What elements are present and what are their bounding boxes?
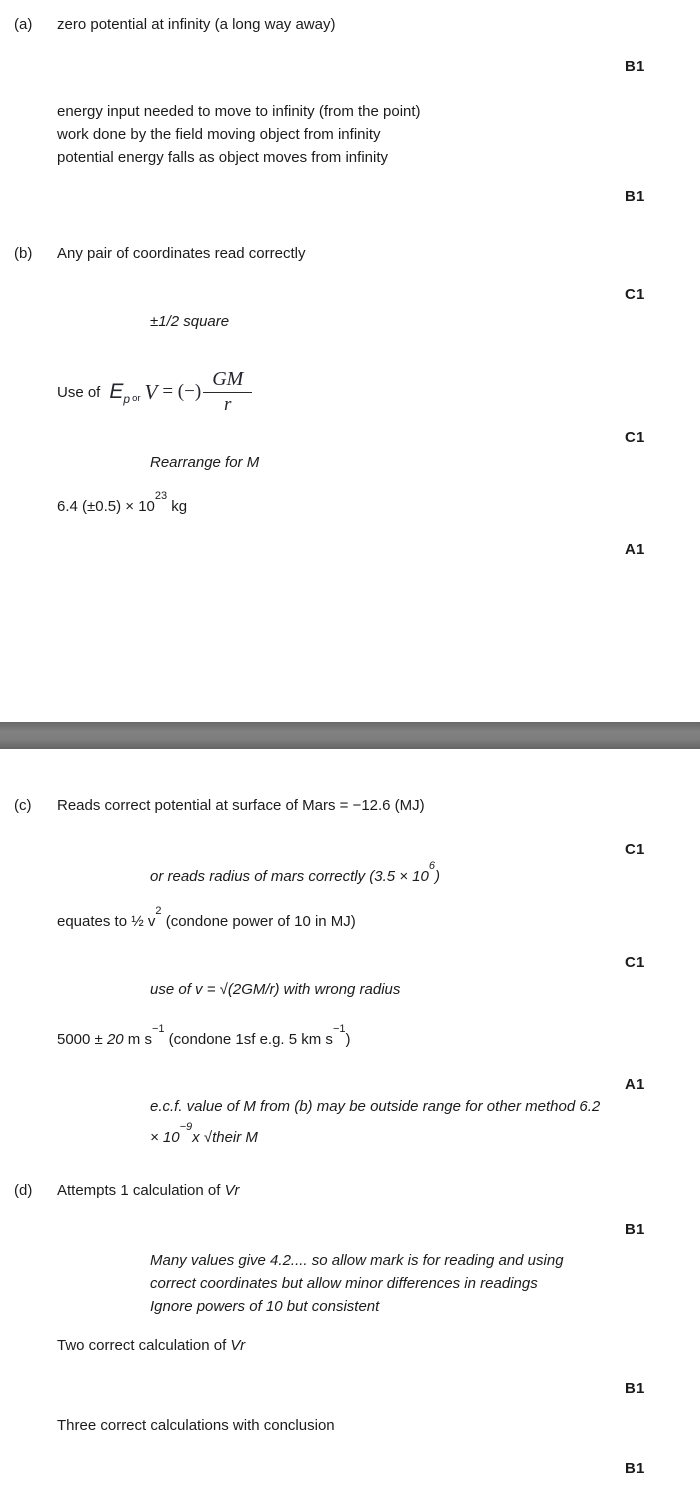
part-b-answer-2 [57,490,188,515]
part-c-mark-3: A1 [625,1076,645,1093]
part-a-alternative-line: energy input needed to move to infinity (from the point) [57,103,421,120]
note-radius-text: or reads radius of mars correctly (3.5 × 10 [150,868,429,885]
part-b-mark-2: C1 [625,429,645,446]
many-values-note-line: Ignore powers of 10 but consistent [150,1298,380,1315]
part-a-answer-1: zero potential at infinity (a long way away) [57,16,336,33]
formula-or-text: or [132,392,141,404]
symbol-E: E [109,380,124,403]
mass-value: 6.4 (±0.5) × 10 [57,498,155,515]
part-c-answer-1: Reads correct potential at surface of Mars = −12.6 (MJ) [57,797,425,814]
mass-exponent: 23 [154,490,168,502]
part-a-alternative-line: work done by the field moving object from infinity [57,126,381,143]
speed-unit-exponent: −1 [151,1023,165,1035]
part-c-mark-2: C1 [625,954,645,971]
equates-condone-text: (condone power of 10 in MJ) [161,913,356,930]
part-a-mark-2: B1 [625,188,645,205]
ecf-rest: x √their M [192,1129,258,1146]
fraction-numerator: GM [203,368,252,393]
v-squared-exponent: 2 [155,905,162,917]
part-b-answer-1: Any pair of coordinates read correctly [57,245,306,262]
part-b-examiner-note-1: ±1/2 square [150,313,230,330]
ecf-note-line-2 [150,1120,600,1151]
formula-equals: = (−) [162,381,202,402]
ecf-exponent: −9 [179,1121,193,1133]
fraction-denominator: r [224,394,232,415]
many-values-note-line: correct coordinates but allow minor differences in readings [150,1275,538,1292]
part-c-examiner-note-3 [150,1094,600,1151]
two-correct-text: Two correct calculation of [57,1337,231,1354]
part-a-mark-1: B1 [625,58,645,75]
part-c-answer-3 [57,1023,351,1048]
symbol-E-subscript: p [123,392,131,406]
part-d-label: (d) [14,1182,33,1199]
part-d-mark-2: B1 [625,1380,645,1397]
equates-text: equates to ½ v [57,913,156,930]
part-b-examiner-note-2: Rearrange for M [150,454,260,471]
part-a-label: (a) [14,16,33,33]
symbol-Vr: Vr [230,1337,246,1354]
speed-unit: m s [123,1031,152,1048]
mass-unit: kg [167,498,188,515]
symbol-Ep [109,380,130,404]
part-b-mark-3: A1 [625,541,645,558]
potential-formula [109,368,252,416]
part-d-examiner-note-1 [150,1249,564,1318]
part-b-formula-line [57,364,252,420]
speed-condone-exponent: −1 [332,1023,346,1035]
ecf-note-line-1: e.c.f. value of M from (b) may be outside range for other method 6.2 [150,1098,601,1115]
part-c-examiner-note-1 [150,860,440,885]
note-radius-close: ) [435,868,440,885]
speed-tolerance: 20 [106,1031,124,1048]
part-c-label: (c) [14,797,32,814]
attempts-text: Attempts 1 calculation of [57,1182,225,1199]
fraction-GM-over-r [203,368,252,416]
part-a-alternatives [57,100,421,169]
speed-value: 5000 ± [57,1031,107,1048]
part-b-label: (b) [14,245,33,262]
part-c-examiner-note-2: use of v = √(2GM/r) with wrong radius [150,981,401,998]
part-c-mark-1: C1 [625,841,645,858]
part-d-mark-1: B1 [625,1221,645,1238]
part-d-answer-2 [57,1337,245,1354]
part-a-alternative-line: potential energy falls as object moves from infinity [57,149,388,166]
page-break-divider [0,722,700,749]
formula-prefix: Use of [57,383,101,401]
speed-close-paren: ) [345,1031,351,1048]
speed-condone-text: (condone 1sf e.g. 5 km s [164,1031,333,1048]
ecf-base: × 10 [150,1129,180,1146]
part-c-answer-2 [57,905,356,930]
part-d-mark-3: B1 [625,1460,645,1477]
part-d-answer-3: Three correct calculations with conclusion [57,1417,335,1434]
symbol-V: V [144,379,158,404]
many-values-note-line: Many values give 4.2.... so allow mark is for reading and using [150,1252,564,1269]
symbol-Vr: Vr [224,1182,240,1199]
note-radius-exponent: 6 [428,860,435,872]
part-d-answer-1 [57,1182,239,1199]
part-b-mark-1: C1 [625,286,645,303]
